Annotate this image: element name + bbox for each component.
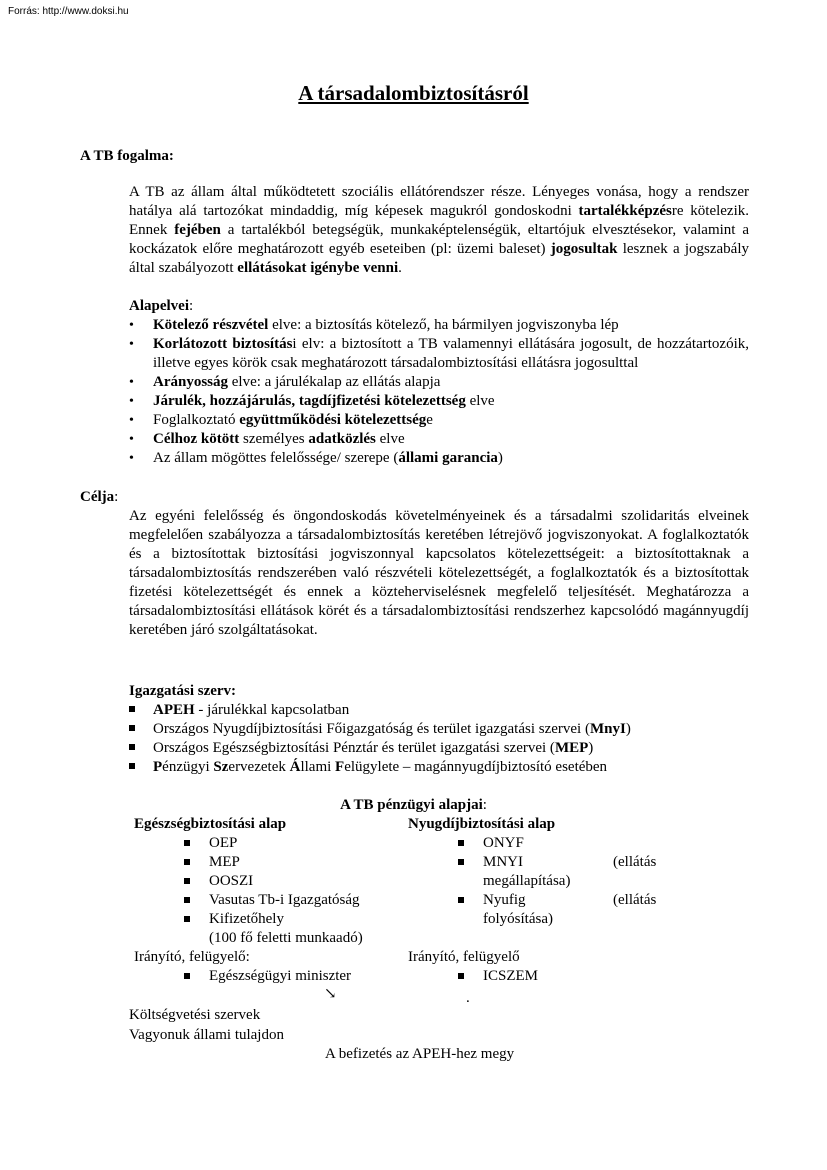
list-item: • Járulék, hozzájárulás, tagdíjfizetési kötelezettség elve xyxy=(129,393,495,409)
list-item: • Az állam mögöttes felelőssége/ szerepe (állami garancia) xyxy=(129,450,503,466)
list-item-cont: folyósítása) xyxy=(483,911,553,927)
definition-paragraph: A TB az állam által működtetett szociális ellátórendszer része. Lényeges vonása, hogy a rendszer hatálya alá tartozókat mindaddig, míg képesek magukról gondoskodni tartalékképzésre kötelezik. Ennek fejében a tartalékból betegségük, munkaképtelenségük, eltartójuk elvesztésekor, valamint a kockázatok előre meghatározott egyéb eseteiben (pl: üzemi baleset) jogosultak lesznek a jogszabály által szabályozott ellátásokat igénybe venni. xyxy=(129,184,750,276)
nyugdij-iranyito-label: Irányító, felügyelő xyxy=(408,949,520,965)
igazgatasi-list xyxy=(129,701,769,777)
alapelvei-label: Alapelvei: xyxy=(129,298,194,314)
list-item: MNYI (ellátás xyxy=(458,853,678,872)
befizetes-text: A befizetés az APEH-hez megy xyxy=(325,1046,515,1062)
list-item: ONYF xyxy=(458,834,678,853)
celja-paragraph: Az egyéni felelősség és öngondoskodás követelményeinek és a társadalmi szolidaritás elveinek megfelelően szabályozza a társadalombiztosítás keretében létrejövő jogviszonyokat. A foglalkoztatók és a biztosítottak biztosítási jogviszonnyal kapcsolatos kötelezettségeit: a biztosítottaknak a társadalombiztosítás rendszerében való részvételi kötelezettségét, a foglalkoztatók és a biztosítottak fizetési kötelezettségét és ennek a közteherviselésnek megfelelő teljesítését. Meghatározza a társadalombiztosítási ellátások körét és a társadalombiztosítási rendszerhez kapcsolódó magánnyugdíj keretében járó szolgáltatásokat. xyxy=(129,508,749,638)
nyugdij-iranyito-list xyxy=(458,967,678,986)
list-item: • Korlátozott biztosítási elv: a biztosított a TB valamennyi ellátására jogosult, de hozzátartozóik, illetve egyes körök csak meghatározott társadalombiztosítási ellátásra jogosulttal xyxy=(129,336,749,371)
page-title: A társadalombiztosításról xyxy=(298,81,529,105)
vagyonuk-text: Vagyonuk állami tulajdon xyxy=(129,1027,284,1043)
list-item: • Célhoz kötött személyes adatközlés elve xyxy=(129,431,405,447)
igazgatasi-heading: Igazgatási szerv: xyxy=(129,683,237,699)
nyugdij-alap-heading: Nyugdíjbiztosítási alap xyxy=(408,816,556,832)
egeszseg-iranyito-list xyxy=(184,967,404,986)
list-item: Egészségügyi miniszter xyxy=(184,967,404,986)
tb-fogalma-heading: A TB fogalma: xyxy=(80,148,174,164)
list-item: • Kötelező részvétel elve: a biztosítás kötelező, ha bármilyen jogviszonyba lép xyxy=(129,317,619,333)
list-item: OEP xyxy=(184,834,404,853)
egeszseg-iranyito-label: Irányító, felügyelő: xyxy=(134,949,250,965)
list-item: • Arányosság elve: a járulékalap az ellátás alapja xyxy=(129,374,441,390)
list-item-note: (100 fő feletti munkaadó) xyxy=(209,930,363,946)
principles-list xyxy=(129,316,749,468)
nyugdij-alap-list xyxy=(458,834,678,929)
list-item: Vasutas Tb-i Igazgatóság xyxy=(184,891,404,910)
list-item: • Foglalkoztató együttműködési kötelezettsége xyxy=(129,412,433,428)
list-item: Nyufig (ellátás xyxy=(458,891,678,910)
list-item: Országos Nyugdíjbiztosítási Főigazgatóság és terület igazgatási szervei (MnyI) xyxy=(129,720,769,739)
celja-label: Célja: xyxy=(80,489,119,505)
list-item: OOSZI xyxy=(184,872,404,891)
list-item-cont: megállapítása) xyxy=(483,873,571,889)
dot-mark: . xyxy=(466,990,470,1006)
list-item: Országos Egészségbiztosítási Pénztár és terület igazgatási szervei (MEP) xyxy=(129,739,769,758)
list-item: MEP xyxy=(184,853,404,872)
egeszseg-alap-heading: Egészségbiztosítási alap xyxy=(134,816,287,832)
arrow-icon: ↘ xyxy=(324,986,337,1002)
egeszseg-alap-list xyxy=(184,834,404,948)
source-url: Forrás: http://www.doksi.hu xyxy=(8,6,129,17)
list-item: Pénzügyi Szervezetek Állami Felügylete – magánnyugdíjbiztosító esetében xyxy=(129,758,769,777)
penzugyi-heading: A TB pénzügyi alapjai: xyxy=(340,797,487,813)
list-item: ICSZEM xyxy=(458,967,678,986)
list-item: APEH - járulékkal kapcsolatban xyxy=(129,701,769,720)
list-item: Kifizetőhely xyxy=(184,910,404,929)
koltsegvetesi-text: Költségvetési szervek xyxy=(129,1007,261,1023)
